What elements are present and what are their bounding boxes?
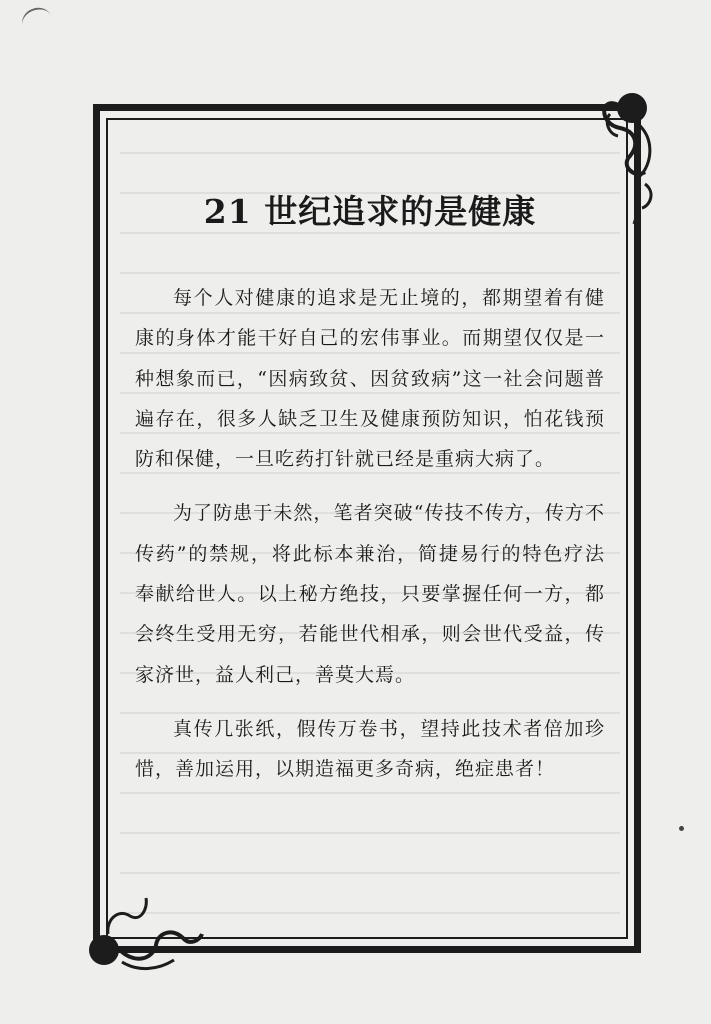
paragraph-1: 每个人对健康的追求是无止境的，都期望着有健康的身体才能干好自己的宏伟事业。而期望仅仅是一种想象而已，“因病致贫、因贫致病”这一社会问题普遍存在，很多人缺乏卫生及健康预防知识，怕花钱预防和保健，一旦吃药打针就已经是重病大病了。 bbox=[135, 287, 605, 471]
page-title: 21 世纪追求的是健康 bbox=[203, 192, 537, 231]
paragraph-2: 为了防患于未然，笔者突破“传技不传方，传方不传药”的禁规，将此标本兼治，简捷易行的特色疗法奉献给世人。以上秘方绝技，只要掌握任何一方，都会终生受用无穷，若能世代相承，则会世代受益，传家济世，益人利己，善莫大焉。 bbox=[135, 502, 605, 686]
paper-speck bbox=[679, 826, 684, 831]
corner-ornament-bottom-left-icon bbox=[78, 890, 208, 975]
paragraph-3: 真传几张纸，假传万卷书，望持此技术者倍加珍惜，善加运用，以期造福更多奇病，绝症患者！ bbox=[135, 717, 605, 781]
article-body bbox=[135, 278, 605, 790]
page-corner-mark bbox=[18, 4, 55, 39]
